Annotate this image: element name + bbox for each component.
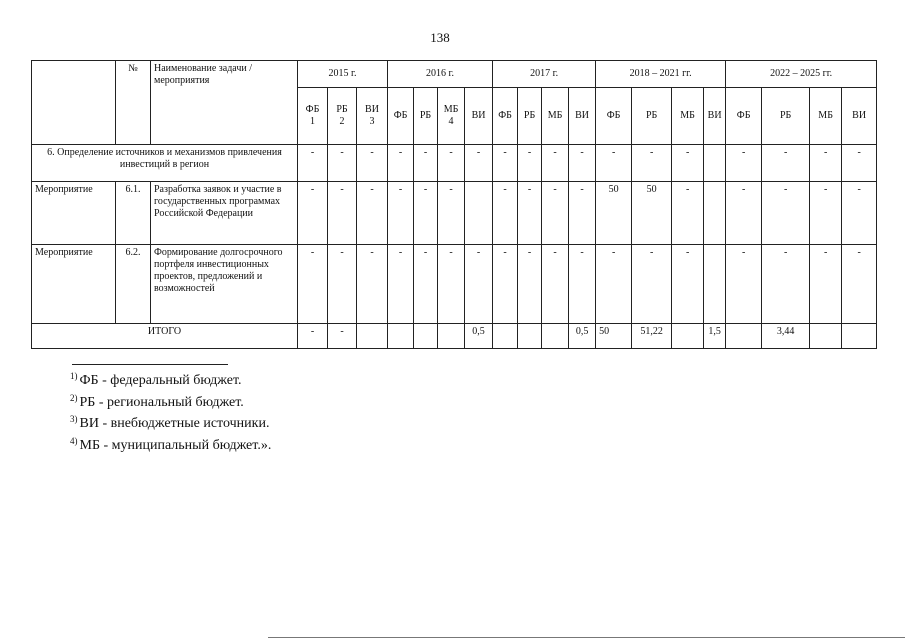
value-cell <box>414 324 438 349</box>
value-cell: - <box>414 145 438 182</box>
source-header: ФБ <box>726 88 762 145</box>
total-row <box>32 324 877 349</box>
footnotes <box>70 368 271 454</box>
number-header: № <box>116 61 151 145</box>
value-cell: - <box>328 324 357 349</box>
source-header: РБ <box>518 88 542 145</box>
value-cell: - <box>465 145 493 182</box>
value-cell: - <box>414 245 438 324</box>
value-cell <box>465 182 493 245</box>
value-cell: 3,44 <box>762 324 810 349</box>
value-cell <box>726 324 762 349</box>
value-cell: 51,22 <box>632 324 672 349</box>
source-header: МБ <box>672 88 704 145</box>
value-cell <box>388 324 414 349</box>
value-cell: 1,5 <box>704 324 726 349</box>
value-cell <box>672 324 704 349</box>
value-cell: - <box>328 145 357 182</box>
value-cell: - <box>726 145 762 182</box>
value-cell <box>704 145 726 182</box>
value-cell: 50 <box>596 182 632 245</box>
value-cell: - <box>438 245 465 324</box>
value-cell: - <box>726 245 762 324</box>
value-cell: - <box>810 182 842 245</box>
value-cell: - <box>632 245 672 324</box>
value-cell: - <box>596 145 632 182</box>
source-header: МБ <box>542 88 569 145</box>
value-cell <box>493 324 518 349</box>
value-cell: - <box>542 182 569 245</box>
page-bottom-edge <box>268 637 905 638</box>
value-cell: - <box>438 182 465 245</box>
value-cell: - <box>388 245 414 324</box>
value-cell: - <box>328 182 357 245</box>
value-cell: - <box>569 245 596 324</box>
year-header-row <box>32 61 877 88</box>
value-cell: - <box>357 145 388 182</box>
value-cell <box>704 182 726 245</box>
value-cell: - <box>357 182 388 245</box>
value-cell <box>518 324 542 349</box>
source-header: ФБ 1 <box>298 88 328 145</box>
source-header: ФБ <box>493 88 518 145</box>
value-cell: - <box>672 245 704 324</box>
value-cell: - <box>542 145 569 182</box>
source-header: МБ 4 <box>438 88 465 145</box>
value-cell: - <box>328 245 357 324</box>
value-cell: 50 <box>596 324 632 349</box>
value-cell: - <box>762 245 810 324</box>
value-cell: - <box>298 324 328 349</box>
row-name: Формирование долгосрочного портфеля инвестиционных проектов, предложений и возможностей <box>151 245 298 324</box>
value-cell: - <box>518 182 542 245</box>
value-cell: - <box>596 245 632 324</box>
value-cell: - <box>298 182 328 245</box>
source-header: ФБ <box>596 88 632 145</box>
source-header: ВИ 3 <box>357 88 388 145</box>
value-cell <box>842 324 877 349</box>
source-header: РБ <box>414 88 438 145</box>
value-cell: - <box>298 145 328 182</box>
value-cell: - <box>388 182 414 245</box>
row-number: 6.2. <box>116 245 151 324</box>
value-cell: - <box>388 145 414 182</box>
year-header: 2022 – 2025 гг. <box>726 61 877 88</box>
value-cell: 0,5 <box>569 324 596 349</box>
source-header: МБ <box>810 88 842 145</box>
footnote-divider <box>72 364 228 365</box>
row-name: Разработка заявок и участие в государственных программах Российской Федерации <box>151 182 298 245</box>
value-cell: - <box>465 245 493 324</box>
value-cell: - <box>438 145 465 182</box>
total-label: ИТОГО <box>32 324 298 349</box>
budget-table <box>31 60 877 349</box>
section-title: 6. Определение источников и механизмов привлечения инвестиций в регион <box>32 145 298 182</box>
source-header: РБ <box>762 88 810 145</box>
value-cell: - <box>842 182 877 245</box>
value-cell: - <box>632 145 672 182</box>
value-cell: - <box>493 182 518 245</box>
source-header: ВИ <box>704 88 726 145</box>
value-cell: - <box>542 245 569 324</box>
value-cell: - <box>493 145 518 182</box>
value-cell: - <box>810 245 842 324</box>
year-header: 2017 г. <box>493 61 596 88</box>
section-row <box>32 145 877 182</box>
value-cell: - <box>672 145 704 182</box>
source-header: РБ 2 <box>328 88 357 145</box>
row-type: Мероприятие <box>32 245 116 324</box>
value-cell: - <box>672 182 704 245</box>
source-header: ВИ <box>465 88 493 145</box>
source-header: ВИ <box>569 88 596 145</box>
value-cell: - <box>493 245 518 324</box>
value-cell: - <box>357 245 388 324</box>
footnote: $^{4)}$ МБ - муниципальный бюджет.». <box>70 435 272 453</box>
value-cell <box>704 245 726 324</box>
footnote: $^{3)}$ ВИ - внебюджетные источники. <box>70 414 270 431</box>
value-cell: - <box>726 182 762 245</box>
value-cell <box>810 324 842 349</box>
value-cell: - <box>518 245 542 324</box>
value-cell: - <box>569 182 596 245</box>
value-cell: - <box>842 145 877 182</box>
value-cell: - <box>810 145 842 182</box>
value-cell: - <box>518 145 542 182</box>
value-cell: - <box>414 182 438 245</box>
value-cell: 50 <box>632 182 672 245</box>
value-cell: 0,5 <box>465 324 493 349</box>
value-cell: - <box>298 245 328 324</box>
page-number: 138 <box>430 30 450 45</box>
type-header <box>32 61 116 145</box>
table-row <box>32 182 877 245</box>
source-header: РБ <box>632 88 672 145</box>
value-cell: - <box>842 245 877 324</box>
source-header: ВИ <box>842 88 877 145</box>
year-header: 2018 – 2021 гг. <box>596 61 726 88</box>
year-header: 2015 г. <box>298 61 388 88</box>
footnote: $^{2)}$ РБ - региональный бюджет. <box>70 392 244 410</box>
value-cell <box>357 324 388 349</box>
value-cell <box>438 324 465 349</box>
value-cell: - <box>762 145 810 182</box>
source-header: ФБ <box>388 88 414 145</box>
table-row <box>32 245 877 324</box>
value-cell: - <box>762 182 810 245</box>
year-header: 2016 г. <box>388 61 493 88</box>
footnote: $^{1)}$ ФБ - федеральный бюджет. <box>70 371 242 388</box>
row-type: Мероприятие <box>32 182 116 245</box>
task-name-header: Наименование задачи / мероприятия <box>151 61 298 145</box>
value-cell: - <box>569 145 596 182</box>
value-cell <box>542 324 569 349</box>
row-number: 6.1. <box>116 182 151 245</box>
